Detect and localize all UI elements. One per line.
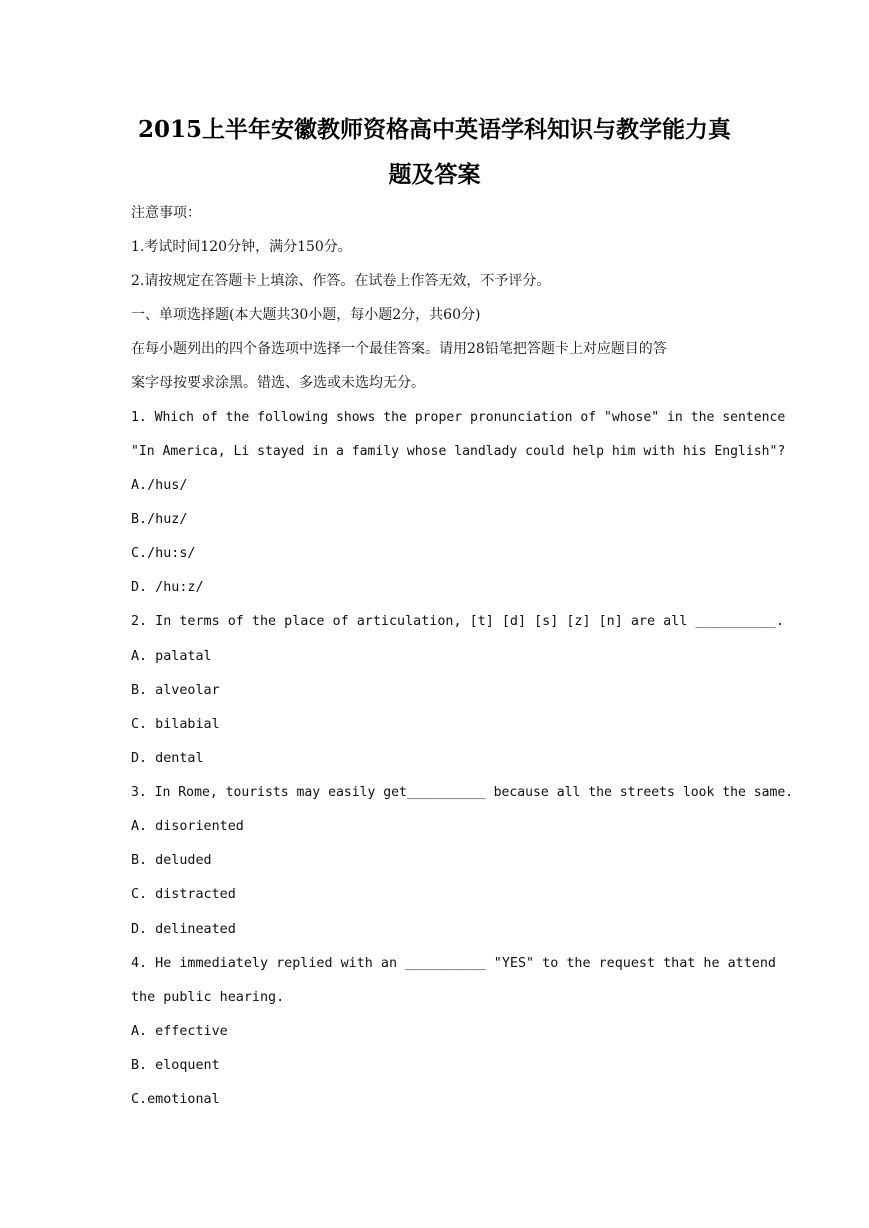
notice-heading: 注意事项：	[131, 205, 201, 221]
document-title-line-1: 2015上半年安徽教师资格高中英语学科知识与教学能力真	[137, 116, 731, 143]
notice-item-2: 2.请按规定在答题卡上填涂、作答。在试卷上作答无效，不予评分。	[131, 273, 551, 289]
question-4-line-1: 4. He immediately replied with an __________ "YES" to the request that he attend	[131, 956, 776, 971]
instruction-line-2: 案字母按要求涂黑。错选、多选或未选均无分。	[131, 375, 425, 391]
question-4-option-a: A. effective	[131, 1024, 228, 1039]
instruction-line-1: 在每小题列出的四个备选项中选择一个最佳答案。请用28铅笔把答题卡上对应题目的答	[131, 341, 667, 357]
question-1-line-1: 1. Which of the following shows the proper pronunciation of "whose" in the sentence	[131, 410, 786, 425]
question-2-option-d: D. dental	[131, 751, 204, 766]
question-4-line-2: the public hearing.	[131, 990, 285, 1005]
question-4-option-b: B. eloquent	[131, 1058, 220, 1073]
document-title-line-2: 题及答案	[388, 161, 481, 188]
question-2-option-a: A. palatal	[131, 649, 212, 664]
question-3-option-d: D. delineated	[131, 922, 236, 937]
question-2-option-b: B. alveolar	[131, 683, 220, 698]
question-3-option-a: A. disoriented	[131, 819, 244, 834]
question-3-line-1: 3. In Rome, tourists may easily get__________ because all the streets look the same.	[131, 785, 794, 800]
section-heading: 一、单项选择题(本大题共30小题，每小题2分，共60分)	[131, 307, 481, 323]
question-2-option-c: C. bilabial	[131, 717, 220, 732]
question-1-option-a: A./hus/	[131, 478, 188, 493]
question-1-option-b: B./huz/	[131, 512, 188, 527]
question-3-option-c: C. distracted	[131, 887, 236, 902]
question-1-option-c: C./hu:s/	[131, 546, 196, 561]
question-4-option-c: C.emotional	[131, 1092, 220, 1107]
question-1-option-d: D. /hu:z/	[131, 580, 204, 595]
question-3-option-b: B. deluded	[131, 853, 212, 868]
question-2-line-1: 2. In terms of the place of articulation, [t] [d] [s] [z] [n] are all __________.	[131, 614, 785, 629]
question-1-line-2: "In America, Li stayed in a family whose landlady could help him with his English"?	[131, 444, 786, 459]
notice-item-1: 1.考试时间120分钟，满分150分。	[131, 239, 352, 255]
